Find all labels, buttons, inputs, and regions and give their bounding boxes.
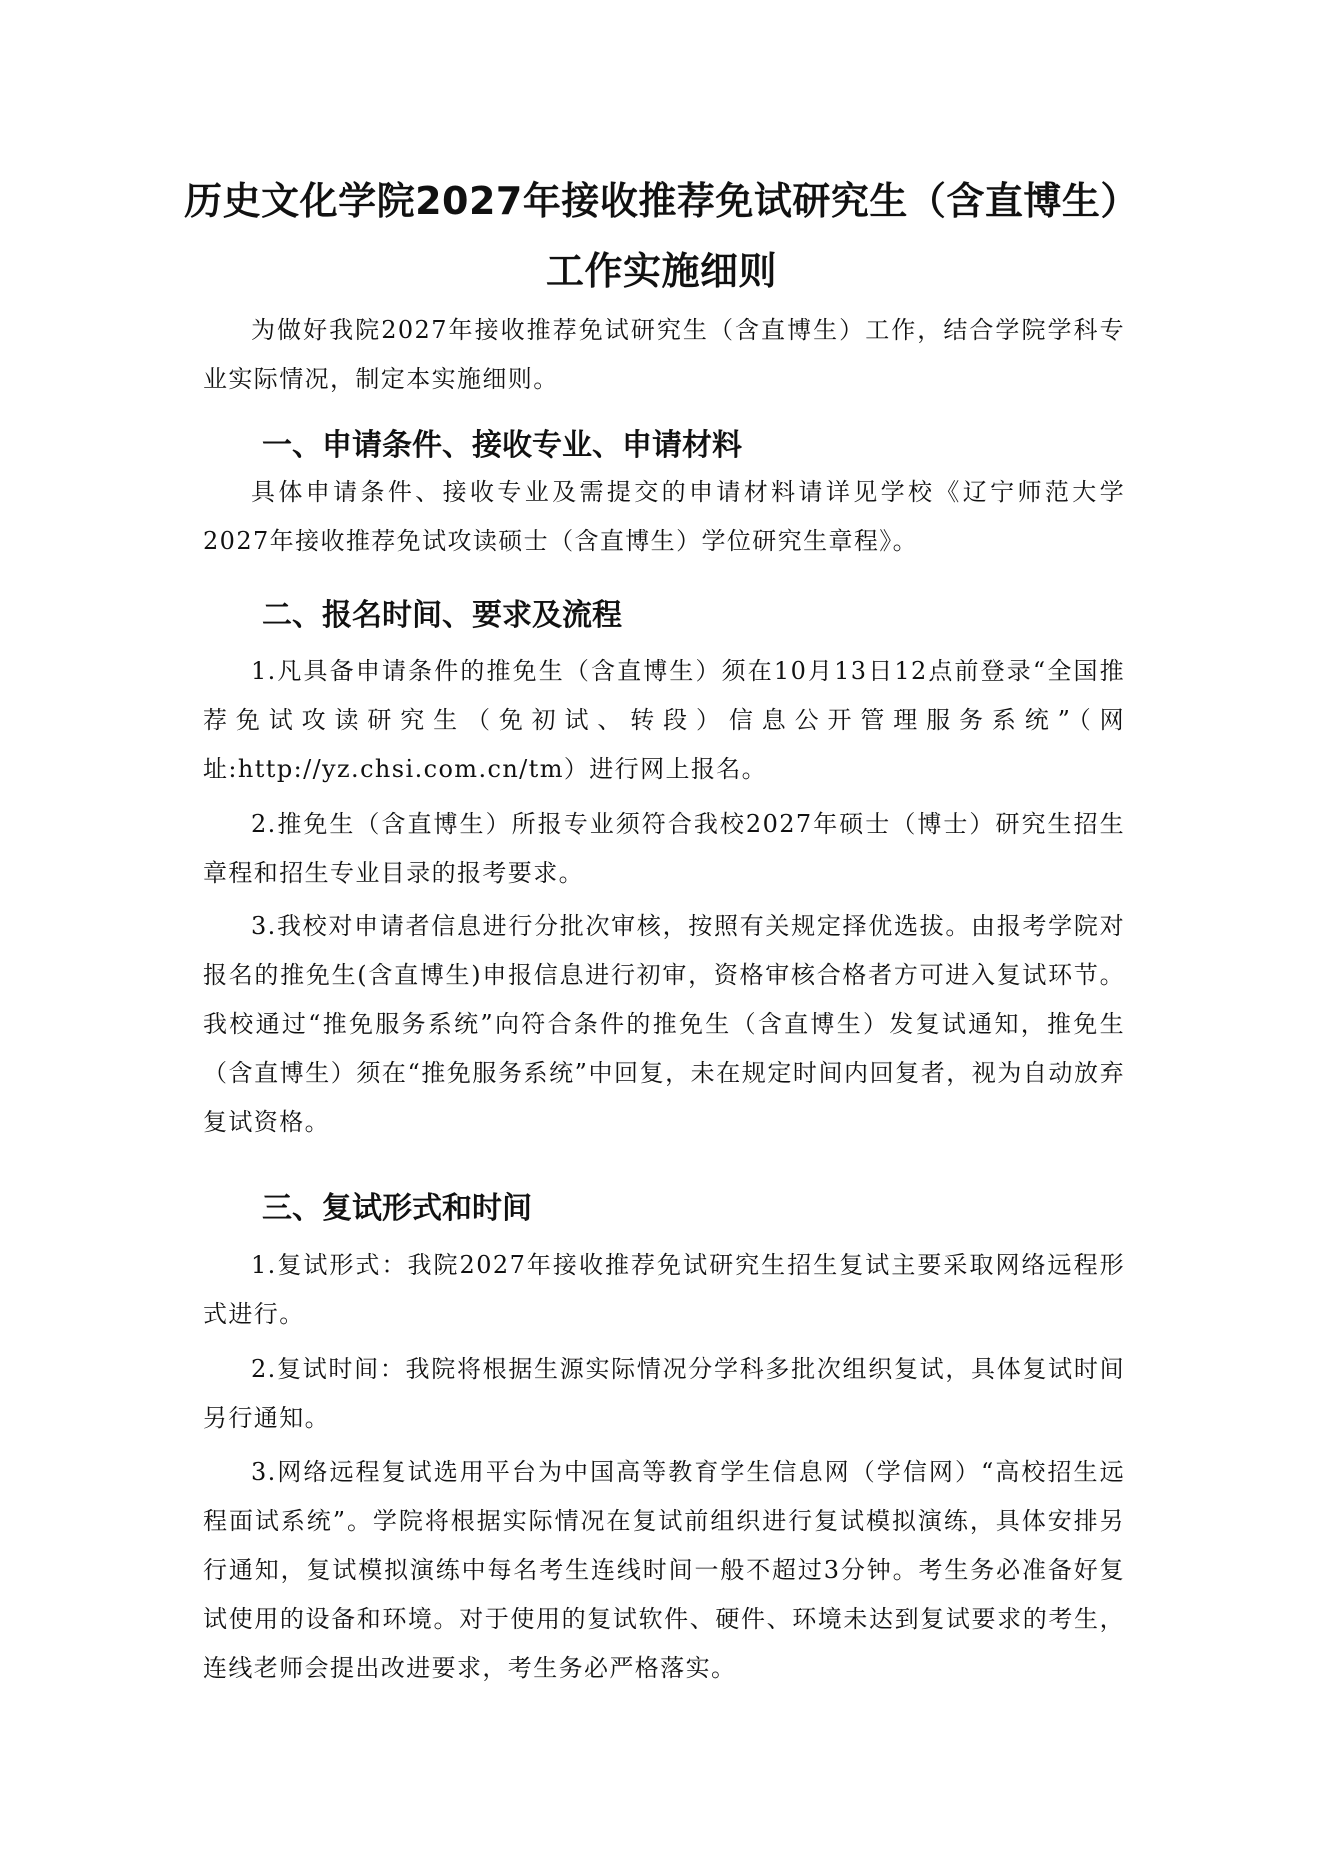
section1-paragraph: 具体申请条件、接收专业及需提交的申请材料请详见学校《辽宁师范大学2027年接收推荐免试攻读硕士（含直博生）学位研究生章程》。: [203, 478, 1125, 555]
section3-heading: 三、复试形式和时间: [262, 1191, 532, 1226]
intro-paragraph: 为做好我院2027年接收推荐免试研究生（含直博生）工作，结合学院学科专业实际情况，制定本实施细则。: [203, 316, 1125, 393]
document-title-line2: 工作实施细则: [545, 249, 777, 293]
section2-paragraph-2: 2.推免生（含直博生）所报专业须符合我校2027年硕士（博士）研究生招生章程和招生专业目录的报考要求。: [203, 810, 1125, 887]
section1-heading: 一、申请条件、接收专业、申请材料: [262, 428, 742, 463]
section3-paragraph-2: 2.复试时间：我院将根据生源实际情况分学科多批次组织复试，具体复试时间另行通知。: [203, 1355, 1125, 1432]
section3-paragraph-1: 1.复试形式：我院2027年接收推荐免试研究生招生复试主要采取网络远程形式进行。: [203, 1251, 1125, 1328]
section2-heading: 二、报名时间、要求及流程: [262, 598, 622, 633]
section3-paragraph-3: 3.网络远程复试选用平台为中国高等教育学生信息网（学信网）“高校招生远程面试系统”。学院将根据实际情况在复试前组织进行复试模拟演练，具体安排另行通知，复试模拟演练中每名考生连线时间一般不超过3分钟。考生务必准备好复试使用的设备和环境。对于使用的复试软件、硬件、环境未达到复试要求的考生，连线老师会提出改进要求，考生务必严格落实。: [203, 1458, 1125, 1682]
section2-paragraph-1: 1.凡具备申请条件的推免生（含直博生）须在10月13日12点前登录“全国推荐免试攻读研究生（免初试、转段）信息公开管理服务系统”（网址:http://yz.chsi.com.cn/tm）进行网上报名。: [203, 657, 1125, 783]
section2-paragraph-3: 3.我校对申请者信息进行分批次审核，按照有关规定择优选拔。由报考学院对报名的推免生(含直博生)申报信息进行初审，资格审核合格者方可进入复试环节。我校通过“推免服务系统”向符合条件的推免生（含直博生）发复试通知，推免生（含直博生）须在“推免服务系统”中回复，未在规定时间内回复者，视为自动放弃复试资格。: [203, 912, 1125, 1136]
document-title-line1: 历史文化学院2027年接收推荐免试研究生（含直博生）: [184, 179, 1139, 223]
